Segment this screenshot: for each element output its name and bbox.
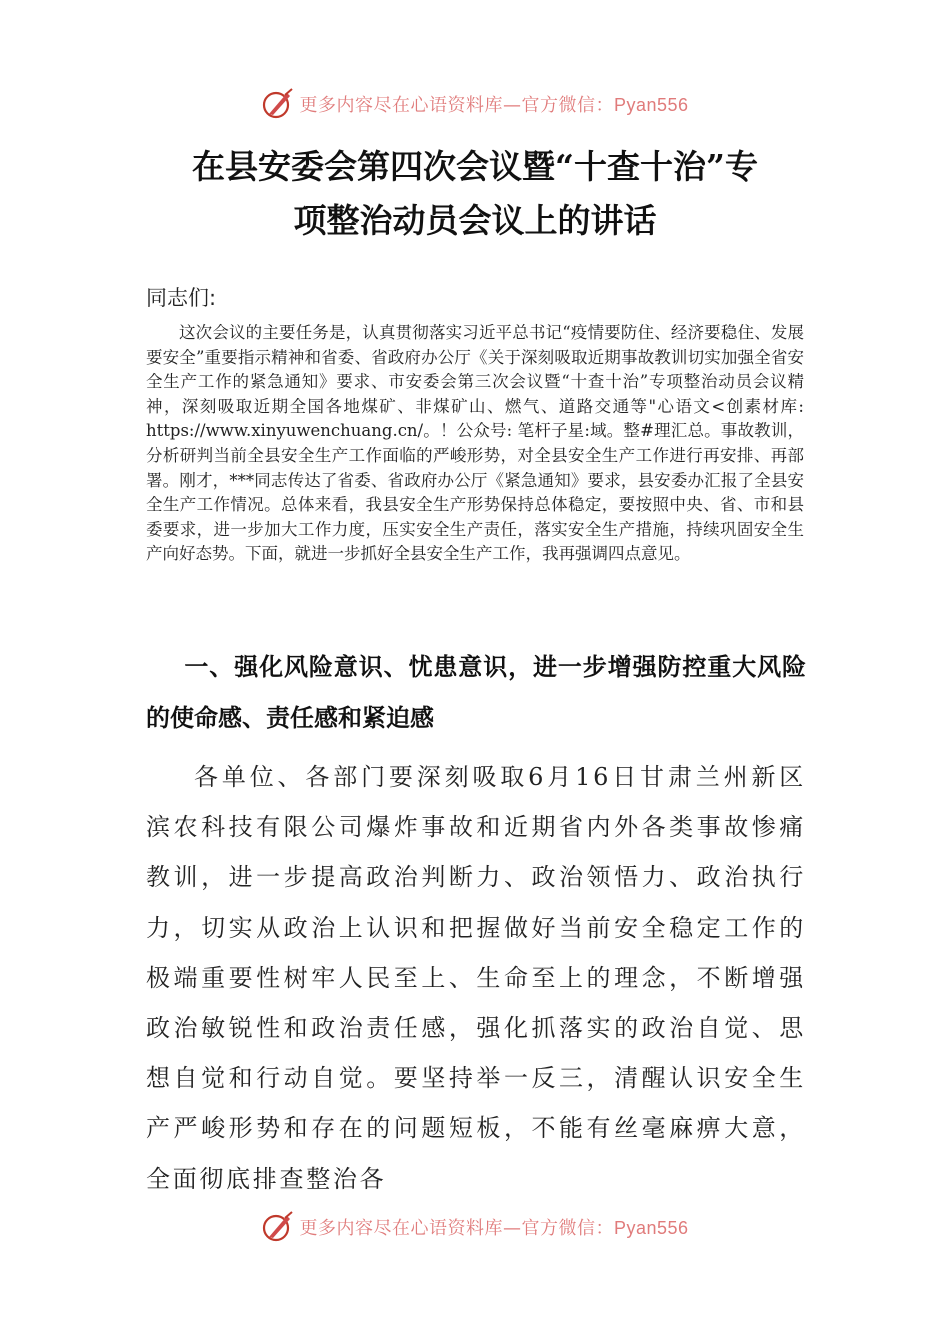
quill-logo-icon <box>261 1210 295 1244</box>
header-watermark-banner <box>0 84 950 124</box>
body-paragraph-1: 各单位、各部门要深刻吸取6月16日甘肃兰州新区滨农科技有限公司爆炸事故和近期省内外各类事故惨痛教训，进一步提高政治判断力、政治领悟力、政治执行力，切实从政治上认识和把握做好当前安全稳定工作的极端重要性树牢人民至上、生命至上的理念，不断增强政治敏锐性和政治责任感，强化抓落实的政治自觉、思想自觉和行动自觉。要坚持举一反三，清醒认识安全生产严峻形势和存在的问题短板，不能有丝毫麻痹大意，全面彻底排查整治各 <box>146 763 806 1193</box>
footer-watermark-banner <box>0 1207 950 1247</box>
salutation: 同志们: <box>146 286 217 310</box>
title-line-1: 在县安委会第四次会议暨“十查十治”专 <box>192 147 758 186</box>
document-title <box>120 140 830 248</box>
watermark-wechat-id: Pyan556 <box>613 1218 689 1238</box>
watermark-text: 更多内容尽在心语资料库—官方微信：Pyan556 <box>299 95 689 116</box>
intro-paragraph: 这次会议的主要任务是，认真贯彻落实习近平总书记“疫情要防住、经济要稳住、发展要安全”重要指示精神和省委、省政府办公厅《关于深刻吸取近期事故教训切实加强全省安全生产工作的紧急通知》要求、市安委会第三次会议暨“十查十治”专项整治动员会议精神，深刻吸取近期全国各地煤矿、非煤矿山、燃气、道路交通等"心语文<创素材库: https://www.xinyuwenchuang.cn/。！公众号: 笔杆子星:域。整#理汇总。事故教训，分析研判当前全县安全生产工作面临的严峻形势，对全县安全生产工作进行再安排、再部署。刚才，***同志传达了省委、省政府办公厅《紧急通知》要求，县安委办汇报了全县安全生产工作情况。总体来看，我县安全生产形势保持总体稳定，要按照中央、省、市和县委要求，进一步加大工作力度，压实安全生产责任，落实安全生产措施，持续巩固安全生产向好态势。下面，就进一步抓好全县安全生产工作，我再强调四点意见。 <box>146 323 804 564</box>
quill-logo-icon <box>261 87 295 121</box>
watermark-wechat-id: Pyan556 <box>613 95 689 115</box>
title-line-2: 项整治动员会议上的讲话 <box>293 201 657 240</box>
section-heading-1: 一、强化风险意识、忧患意识，进一步增强防控重大风险的使命感、责任感和紧迫感 <box>146 653 806 732</box>
watermark-text: 更多内容尽在心语资料库—官方微信：Pyan556 <box>299 1218 689 1239</box>
